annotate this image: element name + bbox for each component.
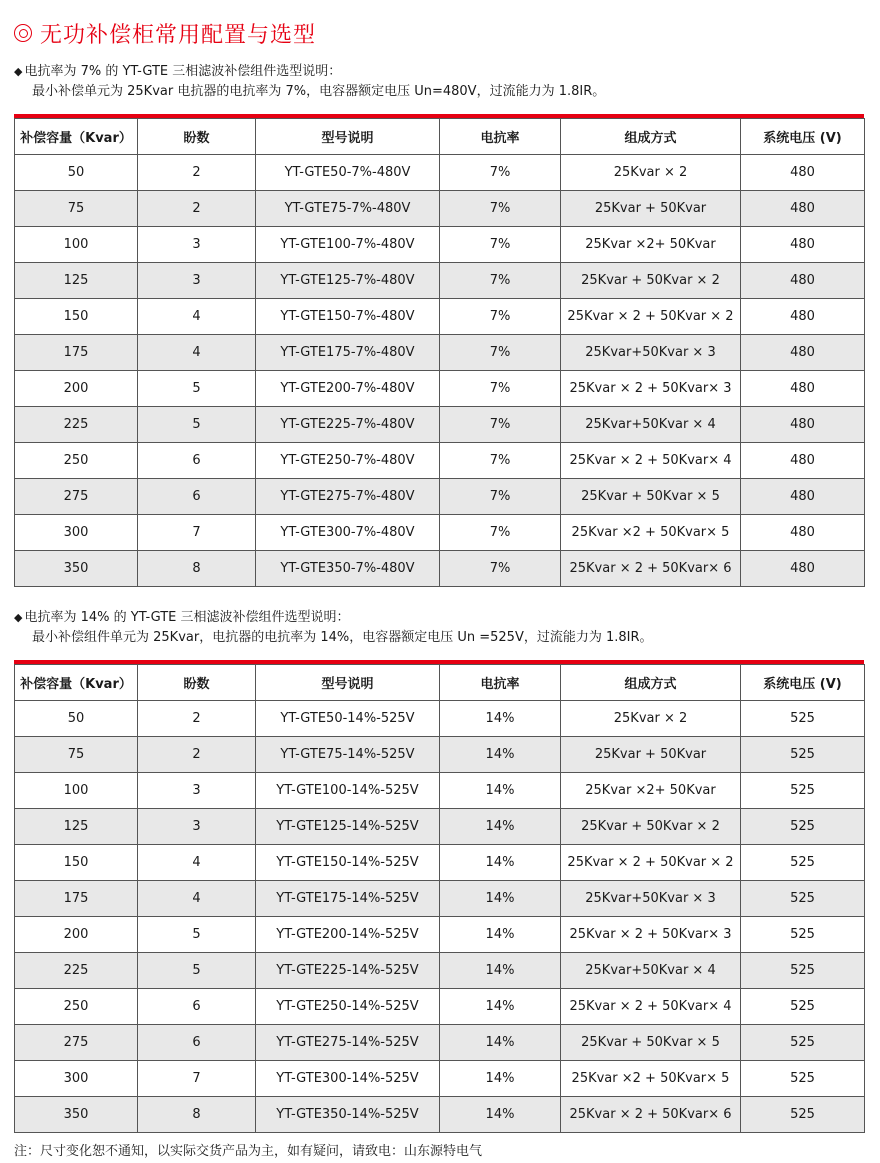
column-header: 电抗率: [440, 119, 561, 155]
table-cell: 525: [741, 809, 865, 845]
table-cell: 480: [741, 191, 865, 227]
table-cell: 25Kvar+50Kvar × 3: [561, 335, 741, 371]
footer-note: 注：尺寸变化恕不通知，以实际交货产品为主，如有疑问，请致电：山东源特电气: [14, 1144, 483, 1159]
table-cell: 525: [741, 701, 865, 737]
table-row: [15, 809, 865, 845]
table-cell: YT-GTE75-14%-525V: [256, 737, 440, 773]
table-row: [15, 953, 865, 989]
table-cell: 7%: [440, 371, 561, 407]
table-row: [15, 551, 865, 587]
table-cell: YT-GTE100-14%-525V: [256, 773, 440, 809]
table-row: [15, 299, 865, 335]
table-cell: YT-GTE150-14%-525V: [256, 845, 440, 881]
table-cell: 25Kvar ×2 + 50Kvar× 5: [561, 515, 741, 551]
table-row: [15, 335, 865, 371]
table-cell: 75: [15, 737, 138, 773]
table-cell: 25Kvar × 2 + 50Kvar× 4: [561, 989, 741, 1025]
column-header: 电抗率: [440, 665, 561, 701]
table-row: [15, 407, 865, 443]
table-cell: 5: [138, 407, 256, 443]
table-row: [15, 701, 865, 737]
table-cell: 14%: [440, 881, 561, 917]
table-cell: 14%: [440, 1061, 561, 1097]
table-cell: 14%: [440, 737, 561, 773]
diamond-bullet-icon: ◆: [14, 611, 23, 624]
table-cell: 300: [15, 515, 138, 551]
table-cell: 7%: [440, 551, 561, 587]
table-cell: 7: [138, 515, 256, 551]
table-cell: YT-GTE225-7%-480V: [256, 407, 440, 443]
column-header: 型号说明: [256, 119, 440, 155]
table-cell: 225: [15, 953, 138, 989]
table-cell: 480: [741, 371, 865, 407]
column-header: 补偿容量（Kvar）: [15, 665, 138, 701]
table-cell: 14%: [440, 773, 561, 809]
table-cell: 75: [15, 191, 138, 227]
table-cell: 275: [15, 1025, 138, 1061]
table-cell: 525: [741, 845, 865, 881]
table-cell: 480: [741, 227, 865, 263]
table-cell: 150: [15, 845, 138, 881]
table-cell: 25Kvar × 2: [561, 701, 741, 737]
table-cell: 3: [138, 809, 256, 845]
table-cell: 25Kvar + 50Kvar × 2: [561, 263, 741, 299]
table-cell: YT-GTE175-14%-525V: [256, 881, 440, 917]
table-row: [15, 773, 865, 809]
table-cell: 14%: [440, 917, 561, 953]
table-cell: YT-GTE125-7%-480V: [256, 263, 440, 299]
page-title-text: 无功补偿柜常用配置与选型: [40, 22, 317, 48]
table-cell: 25Kvar+50Kvar × 3: [561, 881, 741, 917]
column-header: 补偿容量（Kvar）: [15, 119, 138, 155]
table-cell: YT-GTE300-14%-525V: [256, 1061, 440, 1097]
column-header: 系统电压 (V): [741, 665, 865, 701]
section1-heading: 电抗率为 7% 的 YT-GTE 三相滤波补偿组件选型说明：: [24, 64, 342, 79]
table-cell: 480: [741, 263, 865, 299]
spec-table-7pct: [14, 118, 865, 587]
table-cell: 7: [138, 1061, 256, 1097]
table-cell: 3: [138, 773, 256, 809]
table-cell: 7%: [440, 515, 561, 551]
table-cell: 4: [138, 881, 256, 917]
table-cell: 350: [15, 1097, 138, 1133]
table-cell: 25Kvar × 2 + 50Kvar× 4: [561, 443, 741, 479]
section1-note: [14, 62, 605, 102]
table-cell: 250: [15, 443, 138, 479]
table-cell: 8: [138, 551, 256, 587]
table-row: [15, 191, 865, 227]
table-cell: 2: [138, 737, 256, 773]
table-cell: YT-GTE275-14%-525V: [256, 1025, 440, 1061]
table-row: [15, 989, 865, 1025]
table-cell: 6: [138, 479, 256, 515]
table-header-row: [15, 119, 865, 155]
table-cell: 14%: [440, 989, 561, 1025]
table-cell: 14%: [440, 845, 561, 881]
table-cell: YT-GTE100-7%-480V: [256, 227, 440, 263]
table-cell: 480: [741, 443, 865, 479]
table-row: [15, 155, 865, 191]
table-cell: YT-GTE50-7%-480V: [256, 155, 440, 191]
table-cell: 480: [741, 155, 865, 191]
table-cell: 525: [741, 917, 865, 953]
section1-heading-line: [14, 62, 605, 82]
section2-subline: 最小补偿组件单元为 25Kvar，电抗器的电抗率为 14%，电容器额定电压 Un =525V，过流能力为 1.8IR。: [32, 630, 653, 645]
table-cell: YT-GTE150-7%-480V: [256, 299, 440, 335]
table-cell: 25Kvar + 50Kvar × 5: [561, 1025, 741, 1061]
table-cell: 125: [15, 809, 138, 845]
table-cell: 14%: [440, 1025, 561, 1061]
table-row: [15, 845, 865, 881]
table-cell: 525: [741, 1061, 865, 1097]
table-cell: 4: [138, 845, 256, 881]
table-cell: 14%: [440, 953, 561, 989]
table-cell: 150: [15, 299, 138, 335]
table-cell: 25Kvar+50Kvar × 4: [561, 407, 741, 443]
table-cell: 2: [138, 191, 256, 227]
table-cell: 175: [15, 335, 138, 371]
table-cell: 25Kvar × 2: [561, 155, 741, 191]
table-cell: YT-GTE350-14%-525V: [256, 1097, 440, 1133]
table-cell: YT-GTE200-7%-480V: [256, 371, 440, 407]
table-cell: YT-GTE250-7%-480V: [256, 443, 440, 479]
table-cell: YT-GTE250-14%-525V: [256, 989, 440, 1025]
table-cell: 25Kvar + 50Kvar × 2: [561, 809, 741, 845]
table-cell: 6: [138, 1025, 256, 1061]
table-cell: 225: [15, 407, 138, 443]
table-cell: 525: [741, 773, 865, 809]
section1-subline: 最小补偿单元为 25Kvar 电抗器的电抗率为 7%，电容器额定电压 Un=480V，过流能力为 1.8IR。: [32, 84, 606, 99]
table-cell: 525: [741, 989, 865, 1025]
table-cell: 350: [15, 551, 138, 587]
spec-table-14pct: [14, 664, 865, 1133]
column-header: 型号说明: [256, 665, 440, 701]
table-cell: YT-GTE225-14%-525V: [256, 953, 440, 989]
table-cell: 25Kvar × 2 + 50Kvar× 6: [561, 551, 741, 587]
table-cell: 480: [741, 515, 865, 551]
table-cell: 25Kvar + 50Kvar: [561, 737, 741, 773]
table-row: [15, 917, 865, 953]
table-cell: 2: [138, 155, 256, 191]
table-cell: 2: [138, 701, 256, 737]
table-cell: 480: [741, 479, 865, 515]
column-header: 组成方式: [561, 665, 741, 701]
table-cell: 7%: [440, 479, 561, 515]
table-row: [15, 479, 865, 515]
table-cell: YT-GTE50-14%-525V: [256, 701, 440, 737]
column-header: 盼数: [138, 119, 256, 155]
table-cell: 200: [15, 371, 138, 407]
table-cell: 25Kvar × 2 + 50Kvar× 3: [561, 371, 741, 407]
table-cell: 7%: [440, 227, 561, 263]
table-row: [15, 881, 865, 917]
table-cell: 3: [138, 227, 256, 263]
table-cell: 7%: [440, 443, 561, 479]
table-row: [15, 1097, 865, 1133]
table-row: [15, 515, 865, 551]
table-cell: 14%: [440, 701, 561, 737]
table-cell: 25Kvar ×2 + 50Kvar× 5: [561, 1061, 741, 1097]
table-cell: 7%: [440, 155, 561, 191]
table-cell: 50: [15, 701, 138, 737]
table-cell: 4: [138, 335, 256, 371]
table-cell: YT-GTE75-7%-480V: [256, 191, 440, 227]
table-cell: 480: [741, 299, 865, 335]
double-circle-icon: [14, 24, 32, 42]
table-cell: 25Kvar × 2 + 50Kvar × 2: [561, 845, 741, 881]
table-cell: 480: [741, 407, 865, 443]
table-row: [15, 1025, 865, 1061]
section2-heading-line: [14, 608, 653, 628]
table-cell: 175: [15, 881, 138, 917]
table-cell: 5: [138, 953, 256, 989]
table-row: [15, 371, 865, 407]
table-row: [15, 443, 865, 479]
table-cell: 5: [138, 371, 256, 407]
table-cell: 25Kvar ×2+ 50Kvar: [561, 773, 741, 809]
table-cell: 8: [138, 1097, 256, 1133]
table-cell: 480: [741, 335, 865, 371]
section2-note: [14, 608, 653, 648]
table-cell: 525: [741, 737, 865, 773]
table-cell: 5: [138, 917, 256, 953]
table-cell: 525: [741, 1097, 865, 1133]
table-cell: 6: [138, 989, 256, 1025]
table-row: [15, 263, 865, 299]
table-row: [15, 1061, 865, 1097]
table-cell: 25Kvar + 50Kvar × 5: [561, 479, 741, 515]
table-cell: 7%: [440, 263, 561, 299]
table-cell: 480: [741, 551, 865, 587]
table-cell: 14%: [440, 809, 561, 845]
table-cell: YT-GTE350-7%-480V: [256, 551, 440, 587]
table-cell: 200: [15, 917, 138, 953]
section2-heading: 电抗率为 14% 的 YT-GTE 三相滤波补偿组件选型说明：: [24, 610, 350, 625]
table-cell: 525: [741, 881, 865, 917]
table-cell: 25Kvar + 50Kvar: [561, 191, 741, 227]
table-cell: 7%: [440, 335, 561, 371]
table-cell: 25Kvar × 2 + 50Kvar× 3: [561, 917, 741, 953]
table-cell: YT-GTE175-7%-480V: [256, 335, 440, 371]
table-cell: 100: [15, 227, 138, 263]
column-header: 盼数: [138, 665, 256, 701]
table-cell: 7%: [440, 407, 561, 443]
table-cell: YT-GTE300-7%-480V: [256, 515, 440, 551]
table-cell: YT-GTE125-14%-525V: [256, 809, 440, 845]
table-cell: YT-GTE275-7%-480V: [256, 479, 440, 515]
table-row: [15, 227, 865, 263]
table-row: [15, 737, 865, 773]
table-cell: 3: [138, 263, 256, 299]
table-cell: 25Kvar × 2 + 50Kvar × 2: [561, 299, 741, 335]
table-cell: 6: [138, 443, 256, 479]
column-header: 系统电压 (V): [741, 119, 865, 155]
table-cell: 100: [15, 773, 138, 809]
table-cell: 7%: [440, 191, 561, 227]
table-cell: 125: [15, 263, 138, 299]
table-cell: 50: [15, 155, 138, 191]
table-header-row: [15, 665, 865, 701]
table-cell: 525: [741, 953, 865, 989]
table-cell: 300: [15, 1061, 138, 1097]
table-cell: 4: [138, 299, 256, 335]
table-cell: 25Kvar ×2+ 50Kvar: [561, 227, 741, 263]
table-cell: 250: [15, 989, 138, 1025]
diamond-bullet-icon: ◆: [14, 65, 23, 78]
page-title: [14, 16, 316, 50]
table-cell: YT-GTE200-14%-525V: [256, 917, 440, 953]
table-cell: 7%: [440, 299, 561, 335]
table-cell: 525: [741, 1025, 865, 1061]
table-cell: 14%: [440, 1097, 561, 1133]
table-cell: 25Kvar × 2 + 50Kvar× 6: [561, 1097, 741, 1133]
column-header: 组成方式: [561, 119, 741, 155]
table-cell: 275: [15, 479, 138, 515]
table-cell: 25Kvar+50Kvar × 4: [561, 953, 741, 989]
